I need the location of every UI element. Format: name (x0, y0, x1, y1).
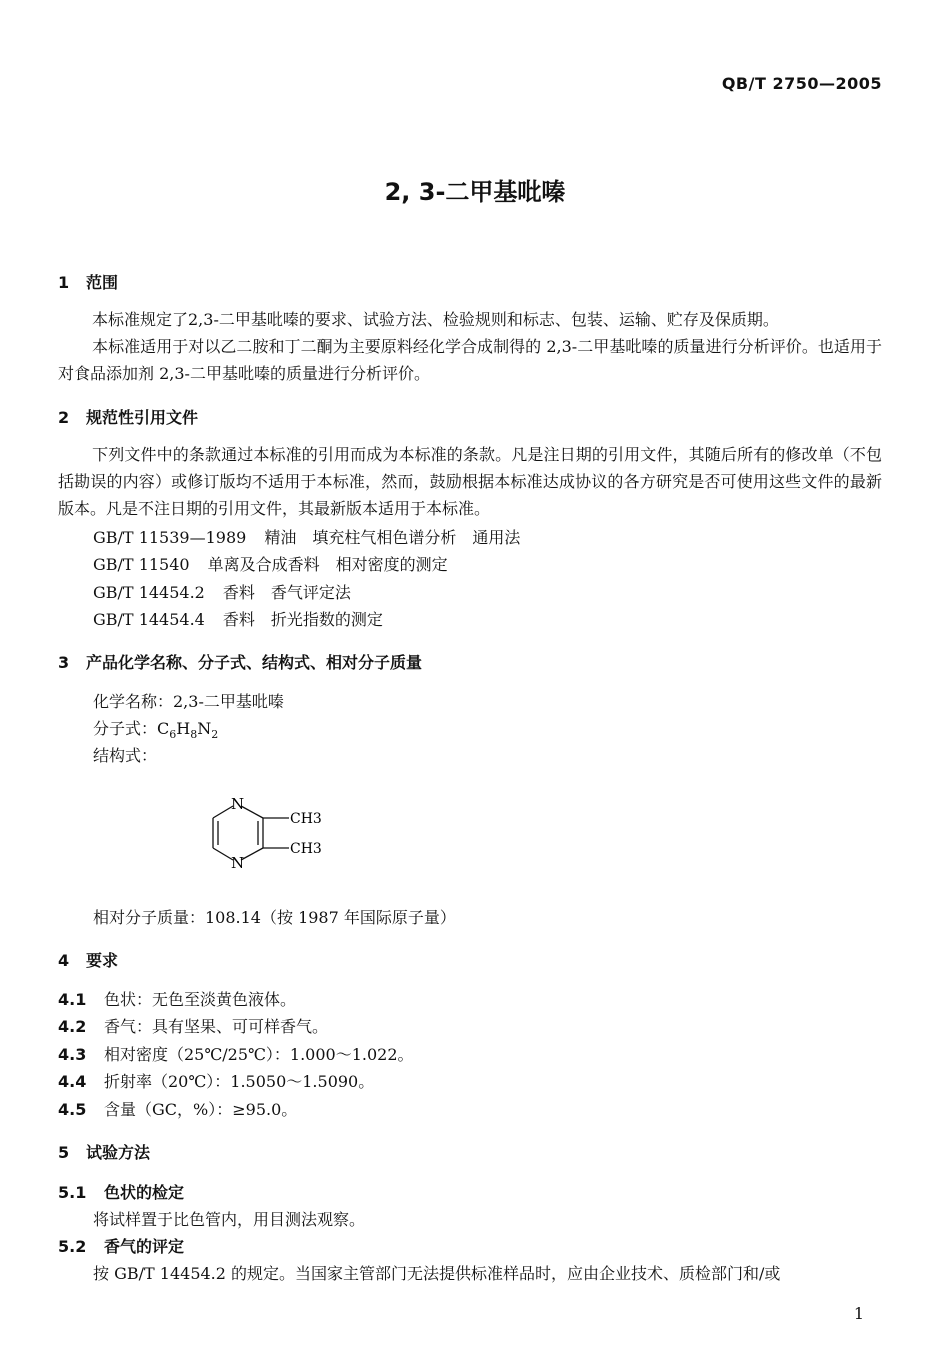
reference-item (93, 607, 401, 630)
section-title: 范围 (86, 273, 119, 292)
reference-code: GB/T 14454.4 (93, 610, 205, 629)
formula-label: 分子式： (93, 719, 158, 738)
section-3-heading (58, 650, 422, 673)
subsection-number: 5.1 (58, 1183, 87, 1202)
subsection-title: 香气的评定 (104, 1237, 185, 1256)
requirement-item (58, 1097, 297, 1120)
formula-subscript: 6 (169, 728, 177, 742)
paragraph-text: 下列文件中的条款通过本标准的引用而成为本标准的条款。凡是注日期的引用文件，其随后所有的修改单（不包括勘误的内容）或修订版均不适用于本标准，然而，鼓励根据本标准达成协议的各方研究是否可使用这些文件的最新版本。凡是不注日期的引用文件，其最新版本适用于本标准。 (58, 445, 882, 518)
section-4-heading (58, 948, 118, 971)
formula-element: C (157, 719, 170, 738)
section-title: 产品化学名称、分子式、结构式、相对分子质量 (86, 653, 423, 672)
section-2-heading (58, 405, 198, 428)
requirement-text: 相对密度（25℃/25℃）：1.000～1.022。 (104, 1045, 414, 1064)
subsection-5-2-heading (58, 1234, 184, 1257)
nitrogen-bottom: N (231, 854, 245, 870)
reference-code: GB/T 11539—1989 (93, 528, 247, 547)
page-number: 1 (853, 1304, 864, 1323)
section-title: 要求 (86, 951, 119, 970)
reference-item (93, 552, 466, 575)
subsection-5-1-text: 将试样置于比色管内，用目测法观察。 (93, 1210, 366, 1229)
document-title: 2, 3-二甲基吡嗪 (384, 178, 566, 206)
reference-name: 单离及合成香料 相对密度的测定 (207, 555, 448, 574)
relative-molecular-mass: 相对分子质量：108.14（按 1987 年国际原子量） (93, 908, 456, 927)
requirement-item (58, 1042, 414, 1065)
section-title: 规范性引用文件 (86, 408, 199, 427)
subsection-title: 色状的检定 (104, 1183, 185, 1202)
requirement-item (58, 987, 296, 1010)
reference-code: GB/T 11540 (93, 555, 190, 574)
section-1-heading (58, 270, 118, 293)
standard-number: QB/T 2750—2005 (721, 74, 882, 93)
requirement-number: 4.4 (58, 1072, 87, 1091)
section-number: 4 (58, 951, 70, 970)
formula-element: N (197, 719, 212, 738)
requirement-text: 色状：无色至淡黄色液体。 (104, 990, 297, 1009)
section-title: 试验方法 (86, 1143, 151, 1162)
paragraph-text: 本标准规定了2,3-二甲基吡嗪的要求、试验方法、检验规则和标志、包装、运输、贮存及保质期。 (92, 310, 779, 329)
subsection-number: 5.2 (58, 1237, 87, 1256)
reference-item (93, 525, 538, 548)
requirement-item (58, 1069, 374, 1092)
reference-name: 精油 填充柱气相色谱分析 通用法 (264, 528, 521, 547)
scope-paragraph-2 (58, 333, 882, 387)
paragraph-text: 本标准适用于对以乙二胺和丁二酮为主要原料经化学合成制得的 2,3-二甲基吡嗪的质量进行分析评价。也适用于对食品添加剂 2,3-二甲基吡嗪的质量进行分析评价。 (58, 337, 882, 383)
requirement-text: 含量（GC，%）：≥95.0。 (104, 1100, 298, 1119)
chemical-name: 化学名称：2,3-二甲基吡嗪 (93, 692, 284, 711)
requirement-number: 4.5 (58, 1100, 87, 1119)
requirement-text: 折射率（20℃）：1.5050～1.5090。 (104, 1072, 375, 1091)
requirement-number: 4.1 (58, 990, 87, 1009)
section-number: 1 (58, 273, 70, 292)
subsection-5-2-text: 按 GB/T 14454.2 的规定。当国家主管部门无法提供标准样品时，应由企业技术、质检部门和/或 (93, 1264, 781, 1283)
requirement-item (58, 1014, 328, 1037)
requirement-number: 4.2 (58, 1017, 87, 1036)
structural-formula (205, 790, 345, 870)
pyrazine-ring (213, 806, 289, 860)
formula-subscript: 2 (211, 728, 219, 742)
structure-label: 结构式： (93, 746, 158, 765)
reference-item (93, 580, 369, 603)
section-number: 3 (58, 653, 70, 672)
section-5-heading (58, 1140, 150, 1163)
requirement-text: 香气：具有坚果、可可样香气。 (104, 1017, 329, 1036)
nitrogen-top: N (231, 795, 245, 813)
reference-code: GB/T 14454.2 (93, 583, 205, 602)
scope-paragraph-1 (58, 306, 882, 333)
section-number: 2 (58, 408, 70, 427)
requirement-number: 4.3 (58, 1045, 87, 1064)
section-number: 5 (58, 1143, 70, 1162)
methyl-bottom: CH3 (290, 841, 322, 857)
reference-name: 香料 香气评定法 (222, 583, 351, 602)
subsection-5-1-heading (58, 1180, 184, 1203)
methyl-top: CH3 (290, 811, 322, 827)
normative-references-paragraph (58, 441, 882, 522)
formula-element: H (176, 719, 191, 738)
formula-subscript: 8 (190, 728, 198, 742)
reference-name: 香料 折光指数的测定 (222, 610, 383, 629)
